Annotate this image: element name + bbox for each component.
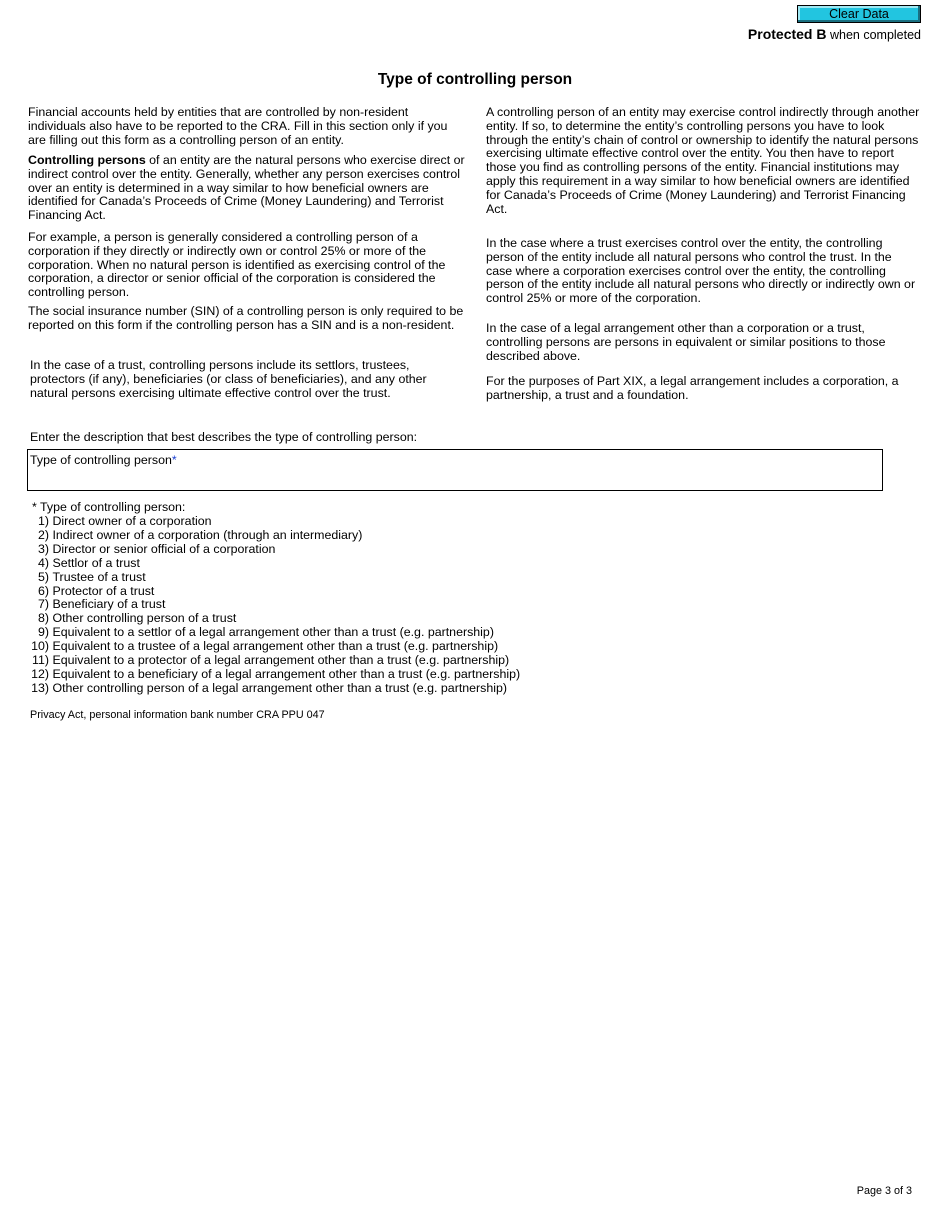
option-text: Equivalent to a beneficiary of a legal arrangement other than a trust (e.g. partnership) [52,666,521,681]
page-title: Type of controlling person [377,71,573,88]
page-number: Page 3 of 3 [856,1185,912,1197]
options-heading: * Type of controlling person: [32,500,186,514]
left-paragraph-2-text: of an entity are the natural persons who exercise direct or indirect control over the entity. Generally, whether any person exercises control over an entity is determined in a way similar to how beneficial owners are identified for Canada’s Proceeds of Crime (Money Laundering) and Terrorist Financing Act. [28,153,465,223]
option-number: 1) [37,514,49,528]
option-number: 13) [31,680,49,695]
option-item [0,640,520,654]
option-number: 12) [31,666,49,681]
left-paragraph-1: Financial accounts held by entities that are controlled by non-resident individuals also have to be reported to the CRA. Fill in this section only if you are filling out this form as a controlling person of an entity. [28,105,448,147]
option-item [0,626,520,640]
option-text: Other controlling person of a trust [52,611,237,626]
left-paragraph-2 [28,154,468,223]
right-paragraph-4: For the purposes of Part XIX, a legal arrangement includes a corporation, a partnership, a trust and a foundation. [486,374,899,402]
option-item [0,515,520,529]
option-text: Protector of a trust [52,583,155,598]
controlling-person-type-prompt: Enter the description that best describes the type of controlling person: [30,430,418,444]
option-number: 9) [37,625,49,640]
option-number: 2) [37,527,49,542]
option-number: 11) [32,653,49,668]
option-item [0,543,520,557]
option-text: Equivalent to a protector of a legal arrangement other than a trust (e.g. partnership) [52,653,510,668]
controlling-persons-term: Controlling persons [28,153,146,167]
option-text: Trustee of a trust [52,569,146,584]
option-text: Indirect owner of a corporation (through an intermediary) [52,527,363,542]
field-label-text: Type of controlling person [30,453,172,467]
controlling-person-type-options [0,515,520,696]
left-paragraph-5: In the case of a trust, controlling persons include its settlors, trustees, protectors (if any), beneficiaries (or class of beneficiaries), and any other natural persons exercising ultimate effective control over the trust. [30,358,427,400]
option-number: 3) [37,541,49,556]
option-text: Other controlling person of a legal arrangement other than a trust (e.g. partnership) [52,680,508,695]
option-number: 10) [31,639,49,654]
right-paragraph-3: In the case of a legal arrangement other than a corporation or a trust, controlling persons are persons in equivalent or similar positions to those described above. [486,321,886,363]
clear-data-button[interactable]: Clear Data [797,5,921,23]
protected-b-notice [748,26,921,42]
protected-b-suffix: when completed [829,28,921,42]
option-item [0,612,520,626]
option-item [0,529,520,543]
right-paragraph-1: A controlling person of an entity may exercise control indirectly through another entity. If so, to determine the entity’s controlling persons you have to look through the entity’s chain of control or ownership to identify the natural persons exercising ultimate effective control over the entity. You then have to report those you find as controlling persons of the entity. Financial institutions may apply this requirement in a way similar to how beneficial owners are identified for Canada’s Proceeds of Crime (Money Laundering) and Terrorist Financing Act. [486,105,920,216]
option-number: 8) [37,611,49,626]
option-item [0,682,520,696]
option-text: Equivalent to a trustee of a legal arrangement other than a trust (e.g. partnership) [52,639,499,654]
left-paragraph-3: For example, a person is generally considered a controlling person of a corporation if they directly or indirectly own or control 25% or more of the corporation. When no natural person is identified as exercising control of the corporation, a director or senior official of the corporation is considered the controlling person. [28,230,446,300]
option-text: Beneficiary of a trust [52,597,166,612]
option-item [0,668,520,682]
option-text: Director or senior official of a corporation [52,541,276,556]
option-number: 4) [37,555,49,570]
privacy-notice: Privacy Act, personal information bank number CRA PPU 047 [30,709,325,721]
option-item [0,585,520,599]
option-text: Equivalent to a settlor of a legal arrangement other than a trust (e.g. partnership) [52,625,494,640]
option-item [0,557,520,571]
left-paragraph-4: The social insurance number (SIN) of a controlling person is only required to be reported on this form if the controlling person has a SIN and is a non-resident. [28,304,464,332]
controlling-person-type-field[interactable] [27,449,883,491]
option-number: 5) [37,569,49,584]
option-number: 6) [37,583,49,598]
controlling-person-type-label [30,453,177,467]
option-item [0,571,520,585]
protected-b-label: Protected B [747,26,827,42]
option-text: Settlor of a trust [52,555,140,570]
required-star: * [171,453,177,467]
right-paragraph-2: In the case where a trust exercises control over the entity, the controlling person of the entity include all natural persons who control the trust. In the case where a corporation exercises control over the entity, the controlling person of the entity include all natural persons who directly or indirectly own or control 25% or more of the corporation. [486,236,916,306]
option-number: 7) [37,597,49,612]
option-text: Direct owner of a corporation [52,514,212,528]
option-item [0,654,520,668]
option-item [0,598,520,612]
